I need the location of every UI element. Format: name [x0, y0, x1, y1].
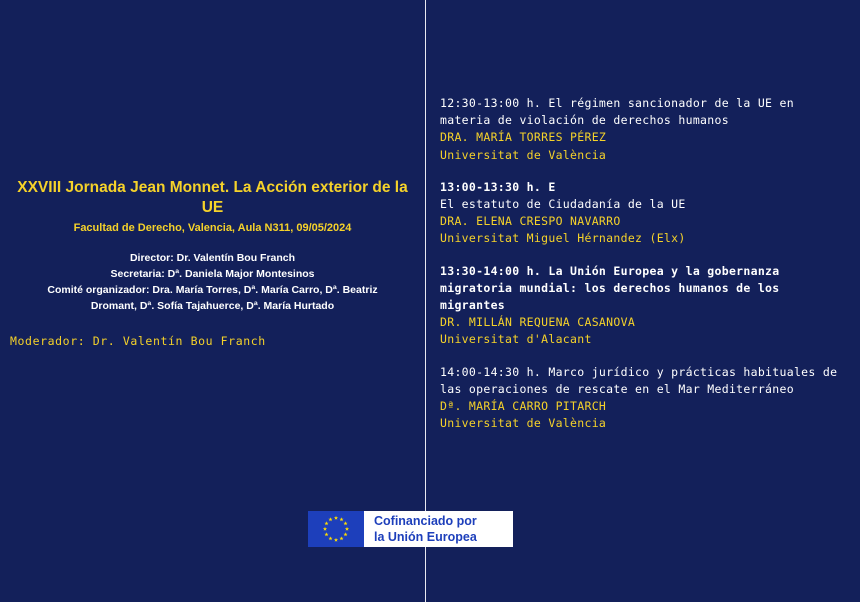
session-university: Universitat d'Alacant — [440, 332, 592, 347]
eu-badge-line-2: la Unión Europea — [374, 530, 477, 544]
session-university: Universitat de València — [440, 147, 607, 162]
eu-star — [328, 536, 332, 540]
comite-line-1: Comité organizador: Dra. María Torres, Dª. María Carro, Dª. Beatriz — [47, 284, 378, 296]
session-speaker: DRA. ELENA CRESPO NAVARRO — [440, 214, 621, 229]
session-title: 12:30-13:00 h. El régimen sancionador de la UE en materia de violación de derechos humanos — [440, 96, 794, 128]
eu-star — [323, 527, 327, 531]
event-venue: Facultad de Derecho, Valencia, Aula N311, 09/05/2024 — [73, 222, 352, 234]
session-4 — [440, 364, 850, 433]
session-2 — [440, 179, 850, 248]
eu-badge-text — [364, 511, 477, 547]
eu-star — [345, 527, 349, 531]
moderator: Moderador: Dr. Valentín Bou Franch — [10, 334, 266, 348]
session-title: 13:00-13:30 h. E — [440, 179, 556, 194]
eu-star — [334, 538, 338, 542]
eu-star — [343, 521, 347, 525]
eu-funding-badge — [308, 511, 513, 547]
eu-star — [324, 532, 328, 536]
eu-star — [324, 521, 328, 525]
session-title: 13:30-14:00 h. La Unión Europea y la gobernanza migratoria mundial: los derechos humanos de los migrantes — [440, 263, 780, 313]
session-university: Universitat de València — [440, 416, 607, 431]
secretaria: Secretaria: Dª. Daniela Major Montesinos — [110, 268, 315, 280]
eu-flag-icon — [308, 511, 364, 547]
eu-star — [339, 517, 343, 521]
eu-star — [328, 517, 332, 521]
event-info — [0, 178, 425, 314]
event-title: XXVIII Jornada Jean Monnet. La Acción exterior de la UE — [17, 179, 408, 216]
program-schedule — [440, 95, 850, 447]
session-1 — [440, 95, 850, 164]
session-3 — [440, 263, 850, 349]
organizers — [0, 250, 425, 314]
session-speaker: DRA. MARÍA TORRES PÉREZ — [440, 130, 607, 145]
eu-star — [334, 516, 338, 520]
director: Director: Dr. Valentín Bou Franch — [129, 252, 296, 264]
eu-star — [343, 532, 347, 536]
session-title: 14:00-14:30 h. Marco jurídico y prácticas habituales de las operaciones de rescate en el Mar Mediterráneo — [440, 364, 838, 396]
session-speaker: DR. MILLÁN REQUENA CASANOVA — [440, 315, 636, 330]
eu-star — [339, 536, 343, 540]
comite-line-2: Dromant, Dª. Sofía Tajahuerce, Dª. María Hurtado — [90, 300, 335, 312]
session-university: Universitat Miguel Hérnandez (Elx) — [440, 231, 686, 246]
session-subtitle: El estatuto de Ciudadanía de la UE — [440, 197, 686, 212]
eu-badge-line-1: Cofinanciado por — [374, 514, 477, 528]
session-speaker: Dª. MARÍA CARRO PITARCH — [440, 399, 607, 414]
